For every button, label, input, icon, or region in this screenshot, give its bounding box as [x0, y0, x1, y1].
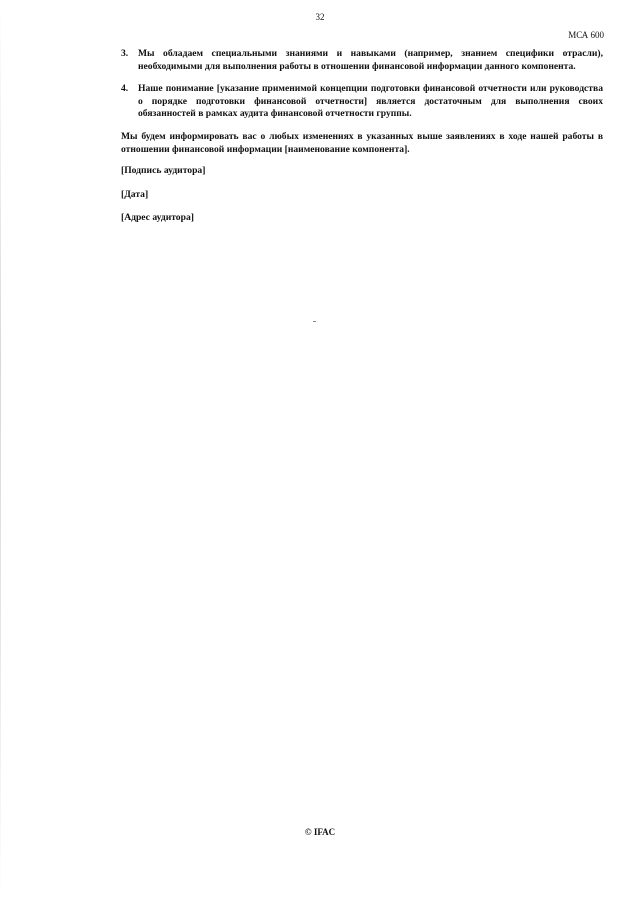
list-item-text: Мы обладаем специальными знаниями и навыками (например, знанием специфики отрасли), необходимыми для выполнения работы в отношении финансовой информации данного компонента. [138, 48, 603, 72]
page-number: 32 [315, 12, 325, 22]
scan-edge [0, 0, 1, 905]
list-item [121, 83, 603, 121]
document-code: МСА 600 [568, 30, 604, 40]
document-body [121, 48, 603, 236]
list-item-number: 3. [121, 48, 129, 59]
list-item [121, 48, 603, 73]
footer-copyright: © IFAC [304, 827, 336, 837]
closing-paragraph: Мы будем информировать вас о любых изменениях в указанных выше заявлениях в ходе нашей работы в отношении финансовой информации [наименование компонента]. [121, 130, 603, 155]
list-item-number: 4. [121, 83, 129, 95]
date-placeholder: [Дата] [121, 188, 149, 200]
signature-placeholder: [Подпись аудитора] [121, 165, 206, 177]
scan-speck [313, 321, 316, 322]
address-placeholder: [Адрес аудитора] [121, 212, 194, 224]
list-item-text: Наше понимание [указание применимой концепции подготовки финансовой отчетности или руководства о порядке подготовки финансовой отчетности] является достаточным для выполнения своих обязанностей в рамках аудита финансовой отчетности группы. [138, 83, 603, 120]
